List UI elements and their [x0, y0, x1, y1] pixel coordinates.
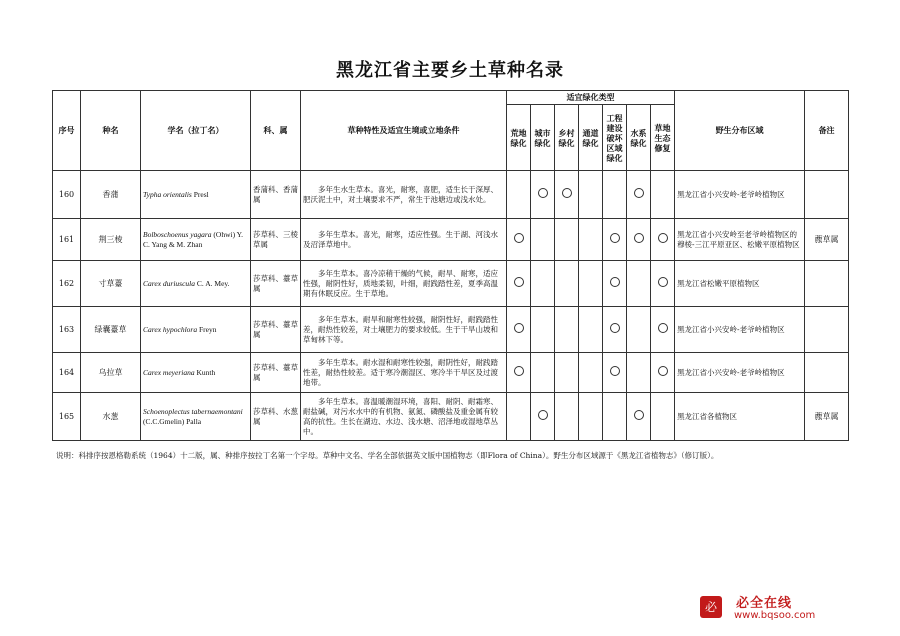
watermark-text: 必全在线	[736, 596, 793, 611]
cell-no: 163	[53, 307, 81, 353]
circle-mark-icon	[610, 323, 620, 333]
cell-remark	[805, 171, 849, 219]
circle-mark-icon	[514, 366, 524, 376]
circle-mark-icon	[562, 188, 572, 198]
cell-green-type	[627, 171, 651, 219]
cell-family: 莎草科、薹草属	[251, 307, 301, 353]
circle-mark-icon	[634, 188, 644, 198]
cell-green-type	[603, 353, 627, 393]
table-row	[53, 393, 849, 441]
cell-green-type	[531, 261, 555, 307]
cell-green-type	[579, 307, 603, 353]
header-green-type: 草地生态修复	[651, 105, 675, 171]
cell-green-type	[651, 261, 675, 307]
cell-traits: 多年生水生草本。喜光，耐寒，喜肥，适生长于深厚、肥沃泥土中，对土壤要求不严，常生于池塘边或浅水处。	[301, 171, 507, 219]
table-row	[53, 261, 849, 307]
cell-traits: 多年生草本。耐水湿和耐寒性较强，耐阴性好，耐践踏性差，耐热性较差。适于寒冷潮湿区、寒冷半干旱区及过渡地带。	[301, 353, 507, 393]
cell-family: 莎草科、水葱属	[251, 393, 301, 441]
cell-green-type	[603, 219, 627, 261]
header-green-type: 水系绿化	[627, 105, 651, 171]
latin-author: (Ohwi) Y. C. Yang & M. Zhan	[143, 229, 244, 249]
cell-name: 水葱	[81, 393, 141, 441]
cell-traits: 多年生草本。喜温暖潮湿环境，喜阳、耐阴、耐霜寒、耐盐碱，对污水水中的有机物、氨氮、磷酸盐及重金属有较高的抗性。生长在湖边、水边、浅水塘、沼泽地或湿地草丛中。	[301, 393, 507, 441]
circle-mark-icon	[538, 410, 548, 420]
cell-name: 绿囊薹草	[81, 307, 141, 353]
latin-author: Presl	[191, 189, 209, 199]
latin-genus-species: Carex meyeriana	[143, 367, 195, 377]
circle-mark-icon	[610, 233, 620, 243]
latin-author: Kunth	[194, 367, 216, 377]
table-row	[53, 353, 849, 393]
circle-mark-icon	[634, 410, 644, 420]
circle-mark-icon	[514, 277, 524, 287]
cell-latin	[141, 353, 251, 393]
cell-green-type	[555, 219, 579, 261]
cell-green-type	[507, 171, 531, 219]
cell-green-type	[651, 353, 675, 393]
cell-green-type	[651, 219, 675, 261]
cell-green-type	[627, 353, 651, 393]
header-no: 序号	[53, 91, 81, 171]
cell-green-type	[555, 353, 579, 393]
latin-genus-species: Typha orientalis	[143, 189, 192, 199]
cell-green-type	[579, 219, 603, 261]
header-green-type: 荒地绿化	[507, 105, 531, 171]
cell-family: 莎草科、三棱草属	[251, 219, 301, 261]
cell-region: 黑龙江省松嫩平原植物区	[675, 261, 805, 307]
cell-green-type	[603, 393, 627, 441]
cell-green-type	[555, 393, 579, 441]
cell-green-type	[531, 353, 555, 393]
cell-green-type	[531, 393, 555, 441]
cell-green-type	[507, 393, 531, 441]
cell-green-type	[651, 171, 675, 219]
cell-remark	[805, 261, 849, 307]
cell-remark	[805, 353, 849, 393]
cell-green-type	[579, 171, 603, 219]
cell-latin	[141, 261, 251, 307]
latin-genus-species: Carex duriuscula	[143, 278, 196, 288]
table-row	[53, 171, 849, 219]
circle-mark-icon	[514, 323, 524, 333]
cell-name: 香蒲	[81, 171, 141, 219]
table-row	[53, 307, 849, 353]
cell-green-type	[507, 353, 531, 393]
cell-name: 乌拉草	[81, 353, 141, 393]
footnote: 说明：科排序按恩格勒系统（1964）十二版，属、种排序按拉丁名第一个字母。草种中文名、学名全部依据英文版中国植物志（即Flora of China）。野生分布区域源于《黑龙江省植物志》（修订版）。	[56, 451, 719, 460]
cell-remark: 藨草属	[805, 219, 849, 261]
circle-mark-icon	[658, 233, 668, 243]
cell-no: 161	[53, 219, 81, 261]
cell-green-type	[579, 261, 603, 307]
table-row	[53, 219, 849, 261]
cell-family: 莎草科、薹草属	[251, 353, 301, 393]
circle-mark-icon	[658, 366, 668, 376]
cell-green-type	[627, 261, 651, 307]
watermark-logo-icon: 必	[700, 596, 722, 618]
grass-species-table	[52, 90, 849, 441]
header-green-type: 乡村绿化	[555, 105, 579, 171]
header-family: 科、属	[251, 91, 301, 171]
cell-name: 寸草薹	[81, 261, 141, 307]
cell-remark	[805, 307, 849, 353]
cell-region: 黑龙江省小兴安岭-老爷岭植物区	[675, 171, 805, 219]
cell-region: 黑龙江省各植物区	[675, 393, 805, 441]
header-remark: 备注	[805, 91, 849, 171]
cell-traits: 多年生草本。喜光，耐寒，适应性强。生于湖、河浅水及沼泽草地中。	[301, 219, 507, 261]
cell-green-type	[507, 307, 531, 353]
header-green-group: 适宜绿化类型	[507, 91, 675, 105]
cell-latin	[141, 171, 251, 219]
cell-green-type	[603, 171, 627, 219]
latin-author: (C.C.Gmelin) Palla	[143, 416, 202, 426]
cell-green-type	[555, 171, 579, 219]
cell-no: 164	[53, 353, 81, 393]
circle-mark-icon	[658, 323, 668, 333]
circle-mark-icon	[538, 188, 548, 198]
circle-mark-icon	[634, 233, 644, 243]
cell-latin	[141, 307, 251, 353]
cell-family: 莎草科、薹草属	[251, 261, 301, 307]
cell-no: 162	[53, 261, 81, 307]
page-title: 黑龙江省主要乡土草种名录	[336, 60, 564, 81]
cell-green-type	[555, 261, 579, 307]
header-latin: 学名（拉丁名）	[141, 91, 251, 171]
cell-green-type	[531, 307, 555, 353]
cell-green-type	[603, 261, 627, 307]
latin-genus-species: Carex hypochlora	[143, 324, 198, 334]
cell-name: 荆三棱	[81, 219, 141, 261]
cell-traits: 多年生草本。喜冷凉稍干燥的气候，耐旱、耐寒，适应性强，耐阴性好，质地柔韧，叶细，耐践踏性差，夏季高温期有休眠反应。生于草地。	[301, 261, 507, 307]
latin-genus-species: Schoenoplectus tabernaemontani	[143, 406, 243, 416]
cell-no: 160	[53, 171, 81, 219]
header-region: 野生分布区域	[675, 91, 805, 171]
cell-region: 黑龙江省小兴安岭-老爷岭植物区	[675, 353, 805, 393]
cell-green-type	[603, 307, 627, 353]
cell-green-type	[627, 219, 651, 261]
cell-no: 165	[53, 393, 81, 441]
latin-author: C. A. Mey.	[195, 278, 230, 288]
cell-green-type	[579, 393, 603, 441]
watermark	[700, 592, 860, 626]
circle-mark-icon	[514, 233, 524, 243]
cell-latin	[141, 219, 251, 261]
circle-mark-icon	[610, 366, 620, 376]
header-green-type: 工程建设破坏区域绿化	[603, 105, 627, 171]
cell-family: 香蒲科、香蒲属	[251, 171, 301, 219]
watermark-url: www.bqsoo.com	[734, 610, 816, 621]
cell-green-type	[651, 307, 675, 353]
cell-green-type	[627, 307, 651, 353]
header-name: 种名	[81, 91, 141, 171]
latin-author: Freyn	[197, 324, 217, 334]
header-green-type: 城市绿化	[531, 105, 555, 171]
cell-green-type	[555, 307, 579, 353]
table-body	[53, 171, 849, 441]
header-traits: 草种特性及适宜生境或立地条件	[301, 91, 507, 171]
circle-mark-icon	[658, 277, 668, 287]
latin-genus-species: Bolboschoenus yagara	[143, 229, 212, 239]
cell-green-type	[531, 171, 555, 219]
cell-traits: 多年生草本。耐旱和耐寒性较强，耐阴性好，耐践踏性差，耐热性较差，对土壤肥力的要求较低。生于干旱山坡和草甸林下等。	[301, 307, 507, 353]
cell-latin	[141, 393, 251, 441]
cell-region: 黑龙江省小兴安岭-老爷岭植物区	[675, 307, 805, 353]
header-green-type: 通道绿化	[579, 105, 603, 171]
cell-green-type	[507, 261, 531, 307]
circle-mark-icon	[610, 277, 620, 287]
cell-green-type	[507, 219, 531, 261]
cell-region: 黑龙江省小兴安岭至老爷岭植物区的穆棱-三江平原亚区、松嫩平原植物区	[675, 219, 805, 261]
cell-green-type	[579, 353, 603, 393]
cell-remark: 藨草属	[805, 393, 849, 441]
cell-green-type	[627, 393, 651, 441]
cell-green-type	[651, 393, 675, 441]
cell-green-type	[531, 219, 555, 261]
